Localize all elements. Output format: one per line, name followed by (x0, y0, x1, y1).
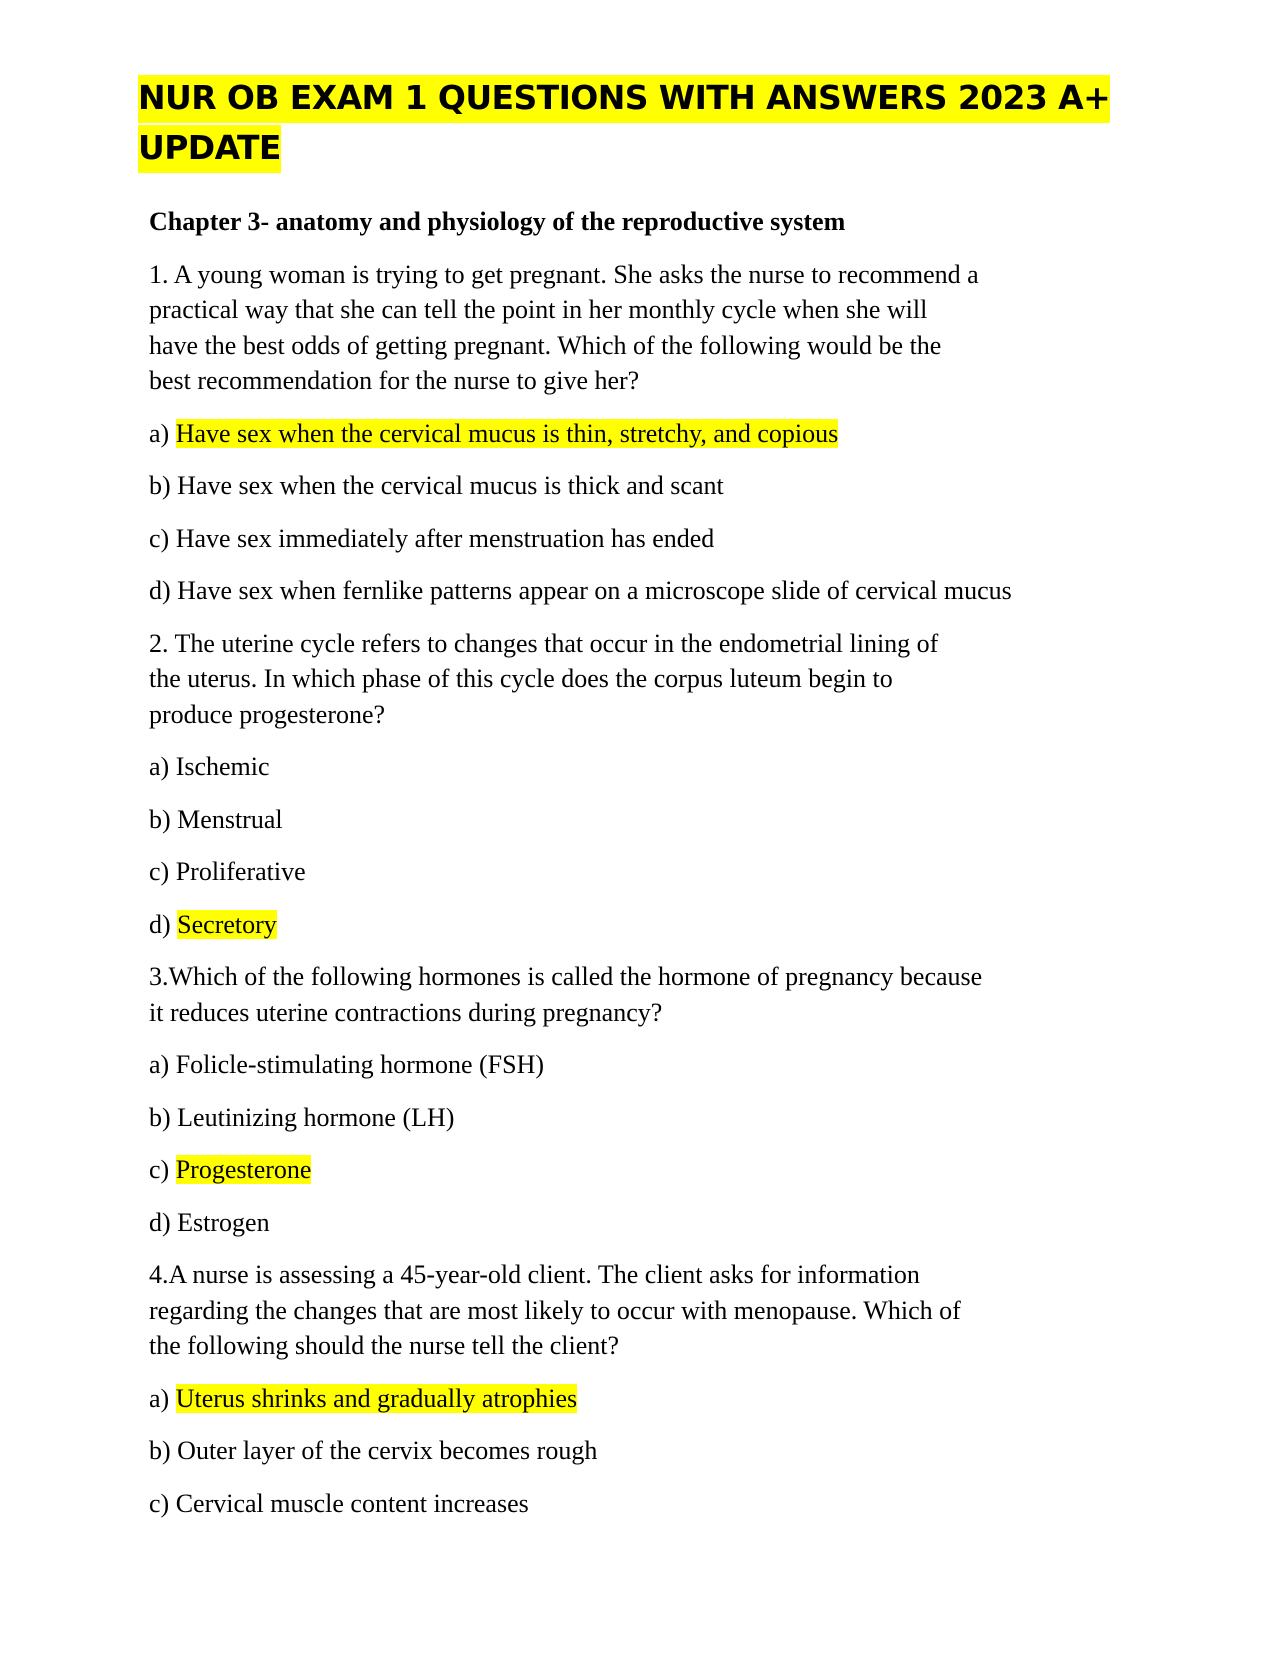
option-letter: c) (149, 857, 170, 886)
option-letter: d) (149, 909, 171, 939)
stem-line: best recommendation for the nurse to give her? (149, 366, 640, 395)
stem-line: 4.A nurse is assessing a 45-year-old client. The client asks for information (149, 1260, 920, 1289)
answer-option (149, 1486, 1149, 1522)
document-body (149, 204, 1149, 1538)
stem-line: 1. A young woman is trying to get pregnant. She asks the nurse to recommend a (149, 259, 979, 289)
stem-line: it reduces uterine contractions during pregnancy? (149, 997, 663, 1027)
document-title-highlight (138, 75, 1110, 173)
option-text: Proliferative (175, 857, 306, 886)
stem-line: the following should the nurse tell the client? (149, 1331, 620, 1360)
answer-option (149, 573, 1149, 609)
answer-option (149, 1381, 1149, 1417)
option-letter: c) (149, 1488, 170, 1518)
option-text: Estrogen (177, 1207, 270, 1237)
correct-answer-text: Have sex when the cervical mucus is thin, stretchy, and copious (175, 418, 839, 448)
option-letter: a) (149, 418, 170, 448)
question-stem (149, 257, 1089, 399)
option-letter: d) (149, 576, 171, 605)
stem-line: 2. The uterine cycle refers to changes that occur in the endometrial lining of (149, 628, 939, 658)
option-letter: a) (149, 1383, 170, 1413)
option-letter: b) (149, 471, 171, 500)
question-2 (149, 626, 1149, 943)
question-1 (149, 257, 1149, 609)
option-text: Ischemic (175, 752, 270, 781)
option-text: Have sex when the cervical mucus is thick and scant (177, 471, 724, 500)
option-text: Menstrual (177, 804, 283, 834)
stem-line: 3.Which of the following hormones is called the hormone of pregnancy because (149, 962, 983, 991)
question-stem (149, 1257, 1089, 1364)
option-letter: b) (149, 1102, 171, 1132)
option-letter: d) (149, 1207, 171, 1237)
stem-line: produce progesterone? (149, 699, 386, 729)
stem-line: regarding the changes that are most likely to occur with menopause. Which of (149, 1295, 961, 1325)
question-stem (149, 959, 1089, 1030)
question-3 (149, 959, 1149, 1240)
option-letter: c) (149, 1155, 170, 1184)
answer-option (149, 907, 1149, 943)
option-letter: a) (149, 1050, 170, 1079)
option-letter: c) (149, 523, 170, 553)
document-title (138, 73, 1138, 173)
correct-answer-text: Uterus shrinks and gradually atrophies (175, 1383, 578, 1413)
answer-option (149, 1100, 1149, 1136)
answer-option (149, 1205, 1149, 1241)
answer-option (149, 749, 1149, 785)
answer-option (149, 854, 1149, 890)
option-text: Leutinizing hormone (LH) (177, 1102, 455, 1132)
option-text: Have sex immediately after menstruation has ended (175, 523, 715, 553)
option-letter: b) (149, 804, 171, 834)
option-letter: b) (149, 1436, 171, 1465)
title-line-2: UPDATE (138, 128, 281, 167)
chapter-heading: Chapter 3- anatomy and physiology of the reproductive system (149, 207, 846, 236)
answer-option (149, 521, 1149, 557)
answer-option (149, 416, 1149, 452)
option-text: Have sex when fernlike patterns appear on a microscope slide of cervical mucus (177, 576, 1012, 605)
option-text: Cervical muscle content increases (175, 1488, 529, 1518)
stem-line: practical way that she can tell the point in her monthly cycle when she will (149, 295, 928, 324)
option-text: Outer layer of the cervix becomes rough (177, 1436, 598, 1465)
stem-line: the uterus. In which phase of this cycle does the corpus luteum begin to (149, 664, 893, 693)
answer-option (149, 802, 1149, 838)
title-line-1: NUR OB EXAM 1 QUESTIONS WITH ANSWERS 2023 A+ (138, 78, 1111, 117)
option-text: Folicle-stimulating hormone (FSH) (175, 1050, 545, 1079)
question-stem (149, 626, 1089, 733)
question-4 (149, 1257, 1149, 1521)
answer-option (149, 468, 1149, 504)
correct-answer-text: Progesterone (175, 1155, 312, 1184)
answer-option (149, 1047, 1149, 1083)
stem-line: have the best odds of getting pregnant. Which of the following would be the (149, 330, 942, 360)
correct-answer-text: Secretory (177, 909, 277, 939)
option-letter: a) (149, 752, 170, 781)
answer-option (149, 1433, 1149, 1469)
answer-option (149, 1152, 1149, 1188)
